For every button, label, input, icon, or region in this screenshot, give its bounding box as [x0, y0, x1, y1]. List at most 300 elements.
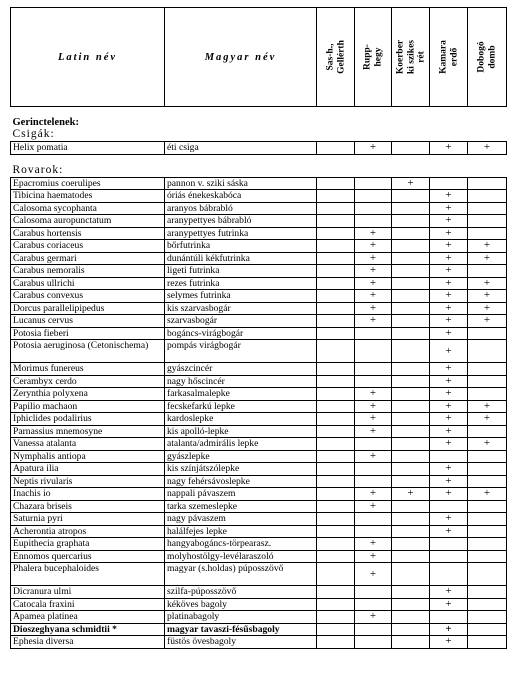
latin-name-cell: Nymphalis antiopa — [11, 450, 165, 463]
presence-mark-cell — [392, 636, 430, 649]
presence-mark-cell — [317, 202, 355, 215]
hungarian-name-cell: fecskefarkú lepke — [165, 400, 317, 413]
species-list-page — [10, 7, 506, 649]
presence-mark-cell — [355, 340, 392, 363]
hungarian-name-cell: szarvasbogár — [165, 315, 317, 328]
presence-mark-cell — [468, 500, 507, 513]
presence-mark-cell — [468, 340, 507, 363]
latin-name-cell: Potosia aeruginosa (Cetonischema) — [11, 340, 165, 363]
presence-mark-cell — [355, 327, 392, 340]
presence-mark-cell — [317, 475, 355, 488]
presence-mark-cell: + — [430, 475, 468, 488]
presence-mark-cell — [392, 598, 430, 611]
presence-mark-cell: + — [392, 177, 430, 190]
latin-name-cell: Carabus germari — [11, 252, 165, 265]
latin-name-cell: Eupithecia graphata — [11, 538, 165, 551]
presence-mark-cell — [317, 611, 355, 624]
table-row — [11, 586, 507, 599]
hungarian-name-cell: dunántúli kékfutrinka — [165, 252, 317, 265]
table-row — [11, 252, 507, 265]
presence-mark-cell — [392, 450, 430, 463]
presence-mark-cell: + — [430, 190, 468, 203]
presence-mark-cell — [317, 425, 355, 438]
presence-mark-cell: + — [355, 550, 392, 563]
hungarian-name-cell: halálfejes lepke — [165, 525, 317, 538]
presence-mark-cell — [468, 450, 507, 463]
presence-mark-cell — [392, 475, 430, 488]
latin-name-cell: Calosoma sycophanta — [11, 202, 165, 215]
presence-mark-cell: + — [355, 450, 392, 463]
presence-mark-cell — [355, 475, 392, 488]
hungarian-name-cell: ligeti futrinka — [165, 265, 317, 278]
presence-mark-cell — [392, 327, 430, 340]
presence-mark-cell — [392, 265, 430, 278]
presence-mark-cell — [392, 513, 430, 526]
presence-mark-cell: + — [430, 488, 468, 501]
presence-mark-cell — [355, 513, 392, 526]
latin-name-cell: Cerambyx cerdo — [11, 375, 165, 388]
presence-mark-cell — [355, 598, 392, 611]
presence-mark-cell — [317, 598, 355, 611]
presence-mark-cell: + — [430, 525, 468, 538]
presence-mark-cell — [355, 202, 392, 215]
hungarian-name-cell: tarka szemeslepke — [165, 500, 317, 513]
presence-mark-cell — [355, 636, 392, 649]
table-row — [11, 375, 507, 388]
latin-name-cell: Ennomos quercarius — [11, 550, 165, 563]
presence-mark-cell: + — [430, 375, 468, 388]
presence-mark-cell: + — [430, 413, 468, 426]
latin-name-cell: Carabus hortensis — [11, 227, 165, 240]
hungarian-name-cell: magyar tavaszi-fésűsbagoly — [165, 623, 317, 636]
table-row — [11, 538, 507, 551]
header-site-label: Kamara erdő — [438, 40, 459, 74]
table-row — [11, 450, 507, 463]
presence-mark-cell — [468, 327, 507, 340]
presence-mark-cell — [468, 388, 507, 401]
header-site-koerber-ret — [392, 8, 430, 107]
presence-mark-cell — [392, 240, 430, 253]
presence-mark-cell — [430, 611, 468, 624]
table-body — [11, 107, 507, 649]
presence-mark-cell — [317, 400, 355, 413]
presence-mark-cell — [317, 290, 355, 303]
presence-mark-cell — [317, 252, 355, 265]
presence-mark-cell — [392, 438, 430, 451]
presence-mark-cell — [430, 538, 468, 551]
presence-mark-cell — [317, 500, 355, 513]
header-site-label: Koerber ki szikes rét — [394, 39, 426, 75]
presence-mark-cell — [392, 190, 430, 203]
presence-mark-cell — [392, 277, 430, 290]
presence-mark-cell — [430, 500, 468, 513]
presence-mark-cell — [317, 586, 355, 599]
presence-mark-cell: + — [430, 290, 468, 303]
latin-name-cell: Phalera bucephaloides — [11, 563, 165, 586]
presence-mark-cell — [468, 215, 507, 228]
table-row — [11, 475, 507, 488]
table-row — [11, 611, 507, 624]
table-row — [11, 463, 507, 476]
presence-mark-cell — [355, 363, 392, 376]
presence-mark-cell: + — [355, 563, 392, 586]
table-row — [11, 142, 507, 155]
presence-mark-cell — [317, 227, 355, 240]
table-row — [11, 550, 507, 563]
presence-mark-cell: + — [355, 290, 392, 303]
table-row — [11, 563, 507, 586]
table-row — [11, 500, 507, 513]
presence-mark-cell — [317, 513, 355, 526]
hungarian-name-cell: kardoslepke — [165, 413, 317, 426]
presence-mark-cell: + — [430, 142, 468, 155]
latin-name-cell: Helix pomatia — [11, 142, 165, 155]
presence-mark-cell — [468, 513, 507, 526]
table-row — [11, 525, 507, 538]
hungarian-name-cell: hangyabogáncs-törpearasz. — [165, 538, 317, 551]
presence-mark-cell — [317, 636, 355, 649]
hungarian-name-cell: füstös övesbagoly — [165, 636, 317, 649]
presence-mark-cell — [468, 202, 507, 215]
latin-name-cell: Apatura ilia — [11, 463, 165, 476]
presence-mark-cell — [468, 177, 507, 190]
latin-name-cell: Parnassius mnemosyne — [11, 425, 165, 438]
presence-mark-cell: + — [355, 538, 392, 551]
hungarian-name-cell: rezes futrinka — [165, 277, 317, 290]
section-invertebrates: Gerinctelenek: — [12, 117, 79, 128]
presence-mark-cell: + — [355, 302, 392, 315]
presence-mark-cell — [317, 265, 355, 278]
latin-name-cell: Dicranura ulmi — [11, 586, 165, 599]
presence-mark-cell: + — [355, 488, 392, 501]
table-row — [11, 400, 507, 413]
table-row — [11, 215, 507, 228]
presence-mark-cell — [468, 363, 507, 376]
presence-mark-cell: + — [430, 252, 468, 265]
header-site-sas-hegy — [317, 8, 355, 107]
table-row — [11, 315, 507, 328]
hungarian-name-cell: aranyos bábrabló — [165, 202, 317, 215]
latin-name-cell: Carabus ullrichi — [11, 277, 165, 290]
presence-mark-cell: + — [430, 425, 468, 438]
presence-mark-cell — [392, 413, 430, 426]
latin-name-cell: Saturnia pyri — [11, 513, 165, 526]
presence-mark-cell — [355, 177, 392, 190]
presence-mark-cell: + — [430, 340, 468, 363]
presence-mark-cell: + — [355, 252, 392, 265]
table-row — [11, 277, 507, 290]
header-site-label: Sas-h., Gellérth — [325, 40, 346, 74]
presence-mark-cell: + — [392, 488, 430, 501]
hungarian-name-cell: selymes futrinka — [165, 290, 317, 303]
presence-mark-cell — [317, 563, 355, 586]
presence-mark-cell: + — [355, 240, 392, 253]
table-row — [11, 265, 507, 278]
presence-mark-cell: + — [468, 438, 507, 451]
table-row — [11, 302, 507, 315]
table-row — [11, 513, 507, 526]
presence-mark-cell — [430, 450, 468, 463]
hungarian-name-cell: nappali pávaszem — [165, 488, 317, 501]
presence-mark-cell: + — [430, 388, 468, 401]
latin-name-cell: Potosia fieberi — [11, 327, 165, 340]
hungarian-name-cell: szilfa-púposszövő — [165, 586, 317, 599]
header-site-label: Dobogó domb — [476, 41, 497, 73]
presence-mark-cell — [392, 227, 430, 240]
presence-mark-cell: + — [355, 388, 392, 401]
hungarian-name-cell: kis apolló-lepke — [165, 425, 317, 438]
hungarian-name-cell: farkasalmalepke — [165, 388, 317, 401]
presence-mark-cell: + — [430, 265, 468, 278]
presence-mark-cell: + — [430, 623, 468, 636]
presence-mark-cell: + — [430, 586, 468, 599]
latin-name-cell: Ephesia diversa — [11, 636, 165, 649]
presence-mark-cell: + — [430, 327, 468, 340]
presence-mark-cell — [392, 586, 430, 599]
table-row — [11, 636, 507, 649]
presence-mark-cell — [392, 611, 430, 624]
presence-mark-cell: + — [468, 488, 507, 501]
hungarian-name-cell: magyar (s.holdas) púposszövő — [165, 563, 317, 586]
presence-mark-cell: + — [430, 463, 468, 476]
presence-mark-cell: + — [430, 400, 468, 413]
header-hungarian-name: Magyar név — [165, 8, 317, 107]
latin-name-cell: Morimus funereus — [11, 363, 165, 376]
presence-mark-cell — [468, 227, 507, 240]
header-latin-name: Latin név — [11, 8, 165, 107]
presence-mark-cell: + — [468, 290, 507, 303]
presence-mark-cell — [317, 488, 355, 501]
presence-mark-cell: + — [355, 315, 392, 328]
hungarian-name-cell: nagy pávaszem — [165, 513, 317, 526]
presence-mark-cell — [392, 290, 430, 303]
presence-mark-cell — [317, 190, 355, 203]
presence-mark-cell — [317, 215, 355, 228]
presence-mark-cell — [317, 277, 355, 290]
presence-mark-cell: + — [430, 636, 468, 649]
hungarian-name-cell: bőrfutrinka — [165, 240, 317, 253]
presence-mark-cell — [355, 215, 392, 228]
presence-mark-cell: + — [430, 215, 468, 228]
hungarian-name-cell: molyhostölgy-levélaraszoló — [165, 550, 317, 563]
presence-mark-cell — [392, 550, 430, 563]
presence-mark-cell: + — [430, 227, 468, 240]
presence-mark-cell: + — [355, 425, 392, 438]
presence-mark-cell — [317, 340, 355, 363]
presence-mark-cell: + — [468, 142, 507, 155]
presence-mark-cell: + — [355, 227, 392, 240]
latin-name-cell: Neptis rivularis — [11, 475, 165, 488]
latin-name-cell: Dioszeghyana schmidtii * — [11, 623, 165, 636]
presence-mark-cell — [317, 240, 355, 253]
header-site-rupp-hegy — [355, 8, 392, 107]
latin-name-cell: Dorcus parallelipipedus — [11, 302, 165, 315]
latin-name-cell: Zerynthia polyxena — [11, 388, 165, 401]
presence-mark-cell — [355, 525, 392, 538]
presence-mark-cell: + — [430, 438, 468, 451]
hungarian-name-cell: aranypettyes bábrabló — [165, 215, 317, 228]
presence-mark-cell — [392, 302, 430, 315]
presence-mark-cell — [468, 538, 507, 551]
latin-name-cell: Apamea platinea — [11, 611, 165, 624]
hungarian-name-cell: nagy fehérsávoslepke — [165, 475, 317, 488]
presence-mark-cell — [317, 388, 355, 401]
presence-mark-cell — [392, 425, 430, 438]
presence-mark-cell — [392, 623, 430, 636]
latin-name-cell: Acherontia atropos — [11, 525, 165, 538]
presence-mark-cell — [430, 177, 468, 190]
presence-mark-cell — [317, 315, 355, 328]
table-row — [11, 340, 507, 363]
presence-mark-cell — [392, 388, 430, 401]
presence-mark-cell: + — [355, 611, 392, 624]
presence-mark-cell — [355, 375, 392, 388]
presence-mark-cell — [317, 623, 355, 636]
presence-mark-cell: + — [430, 513, 468, 526]
hungarian-name-cell: óriás énekeskabóca — [165, 190, 317, 203]
latin-name-cell: Carabus nemoralis — [11, 265, 165, 278]
presence-mark-cell — [317, 375, 355, 388]
table-row — [11, 488, 507, 501]
presence-mark-cell: + — [430, 598, 468, 611]
table-row — [11, 290, 507, 303]
presence-mark-cell — [468, 636, 507, 649]
latin-name-cell: Calosoma auropunctatum — [11, 215, 165, 228]
presence-mark-cell — [392, 375, 430, 388]
hungarian-name-cell: gyászcincér — [165, 363, 317, 376]
presence-mark-cell — [317, 363, 355, 376]
table-row — [11, 177, 507, 190]
presence-mark-cell: + — [430, 302, 468, 315]
table-row — [11, 598, 507, 611]
presence-mark-cell: + — [430, 363, 468, 376]
presence-mark-cell: + — [468, 315, 507, 328]
presence-mark-cell — [468, 611, 507, 624]
latin-name-cell: Iphiclides podalirius — [11, 413, 165, 426]
presence-mark-cell: + — [355, 142, 392, 155]
presence-mark-cell — [392, 252, 430, 265]
presence-mark-cell — [355, 463, 392, 476]
latin-name-cell: Tibicina haematodes — [11, 190, 165, 203]
table-row — [11, 425, 507, 438]
presence-mark-cell: + — [468, 302, 507, 315]
presence-mark-cell: + — [468, 240, 507, 253]
presence-mark-cell — [355, 438, 392, 451]
hungarian-name-cell: kis színjátszólepke — [165, 463, 317, 476]
presence-mark-cell — [468, 586, 507, 599]
latin-name-cell: Lucanus cervus — [11, 315, 165, 328]
presence-mark-cell: + — [468, 413, 507, 426]
latin-name-cell: Carabus coriaceus — [11, 240, 165, 253]
presence-mark-cell — [468, 375, 507, 388]
presence-mark-cell: + — [430, 240, 468, 253]
presence-mark-cell — [392, 538, 430, 551]
hungarian-name-cell: atalanta/admirális lepke — [165, 438, 317, 451]
presence-mark-cell: + — [468, 277, 507, 290]
table-row — [11, 388, 507, 401]
table-row — [11, 190, 507, 203]
presence-mark-cell — [392, 500, 430, 513]
presence-mark-cell — [468, 463, 507, 476]
presence-mark-cell — [355, 586, 392, 599]
header-site-label: Rupp- hegy — [362, 44, 383, 70]
hungarian-name-cell: pannon v. sziki sáska — [165, 177, 317, 190]
header-site-dobogo-domb — [468, 8, 507, 107]
table-row — [11, 327, 507, 340]
presence-mark-cell — [392, 400, 430, 413]
presence-mark-cell: + — [355, 277, 392, 290]
presence-mark-cell — [392, 142, 430, 155]
presence-mark-cell — [392, 202, 430, 215]
table-row — [11, 623, 507, 636]
presence-mark-cell — [392, 463, 430, 476]
table-header — [11, 8, 507, 107]
presence-mark-cell — [468, 265, 507, 278]
hungarian-name-cell: pompás virágbogár — [165, 340, 317, 363]
presence-mark-cell — [468, 623, 507, 636]
presence-mark-cell — [317, 142, 355, 155]
header-site-kamara-erdo — [430, 8, 468, 107]
presence-mark-cell — [355, 190, 392, 203]
table-row — [11, 202, 507, 215]
latin-name-cell: Catocala fraxini — [11, 598, 165, 611]
presence-mark-cell — [355, 623, 392, 636]
presence-mark-cell — [317, 525, 355, 538]
presence-mark-cell — [430, 563, 468, 586]
presence-mark-cell — [317, 550, 355, 563]
presence-mark-cell — [392, 563, 430, 586]
latin-name-cell: Papilio machaon — [11, 400, 165, 413]
presence-mark-cell — [317, 413, 355, 426]
presence-mark-cell — [392, 525, 430, 538]
presence-mark-cell — [468, 525, 507, 538]
presence-mark-cell — [468, 563, 507, 586]
hungarian-name-cell: bogáncs-virágbogár — [165, 327, 317, 340]
table-row — [11, 227, 507, 240]
presence-mark-cell — [317, 450, 355, 463]
presence-mark-cell — [317, 302, 355, 315]
presence-mark-cell — [392, 215, 430, 228]
presence-mark-cell: + — [355, 413, 392, 426]
presence-mark-cell — [468, 550, 507, 563]
latin-name-cell: Inachis io — [11, 488, 165, 501]
latin-name-cell: Carabus convexus — [11, 290, 165, 303]
presence-mark-cell: + — [430, 277, 468, 290]
presence-mark-cell — [317, 327, 355, 340]
hungarian-name-cell: nagy hőscincér — [165, 375, 317, 388]
presence-mark-cell — [468, 475, 507, 488]
table-row — [11, 413, 507, 426]
latin-name-cell: Epacromius coerulipes — [11, 177, 165, 190]
presence-mark-cell — [317, 177, 355, 190]
latin-name-cell: Vanessa atalanta — [11, 438, 165, 451]
presence-mark-cell — [317, 438, 355, 451]
presence-mark-cell — [392, 315, 430, 328]
presence-mark-cell — [317, 538, 355, 551]
latin-name-cell: Chazara briseis — [11, 500, 165, 513]
presence-mark-cell: + — [355, 400, 392, 413]
section-snails: Csigák: — [12, 129, 55, 140]
presence-mark-cell — [468, 598, 507, 611]
presence-mark-cell — [468, 190, 507, 203]
hungarian-name-cell: kis szarvasbogár — [165, 302, 317, 315]
table-row — [11, 240, 507, 253]
presence-mark-cell: + — [355, 265, 392, 278]
presence-mark-cell: + — [355, 500, 392, 513]
species-table — [10, 7, 507, 649]
hungarian-name-cell: gyászlepke — [165, 450, 317, 463]
presence-mark-cell — [468, 425, 507, 438]
